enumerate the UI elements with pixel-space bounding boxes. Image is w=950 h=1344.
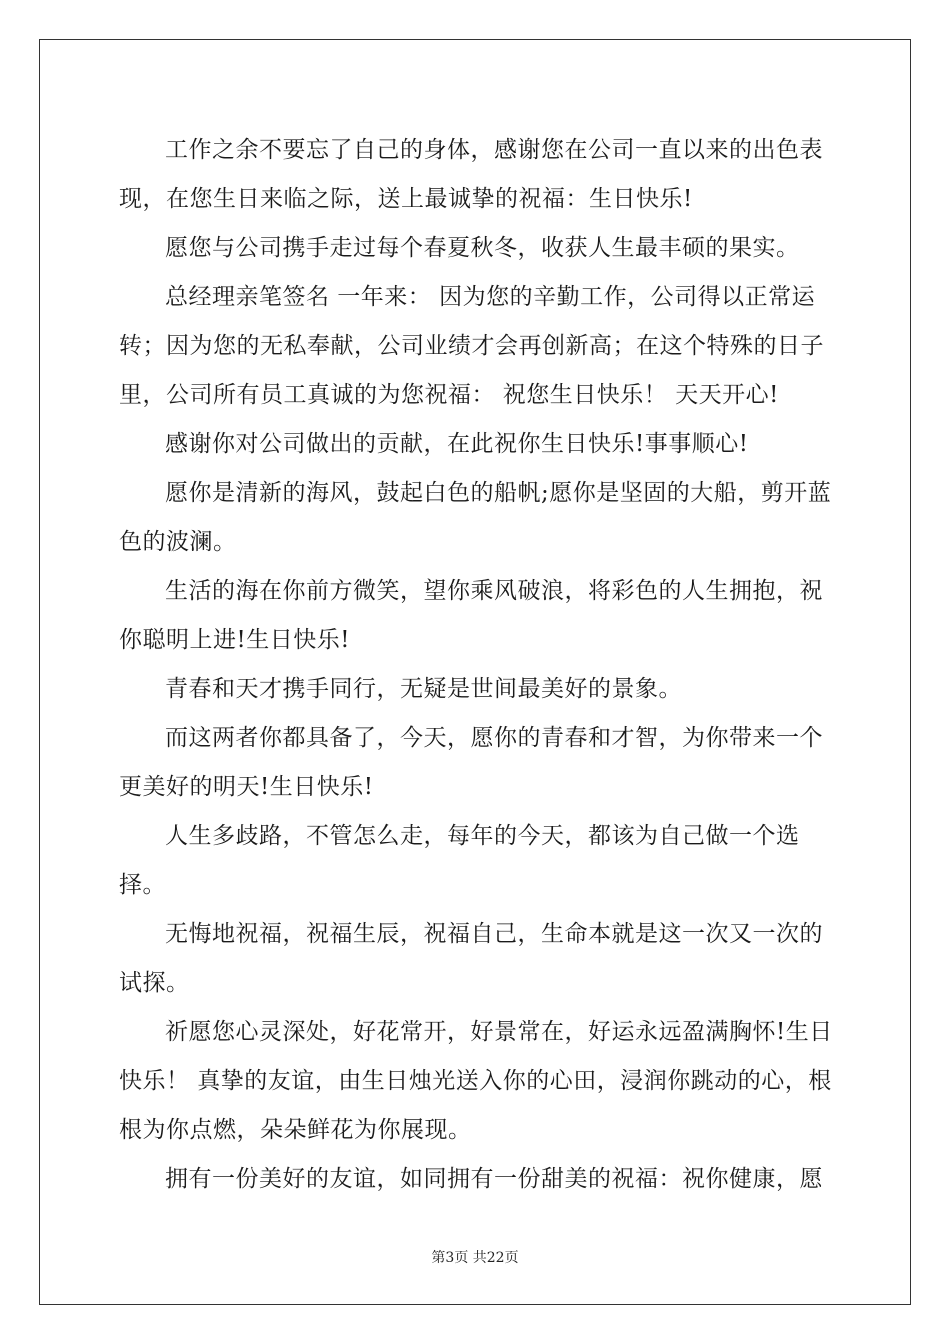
paragraph: 无悔地祝福，祝福生辰，祝福自己，生命本就是这一次又一次的试探。 — [119, 921, 823, 996]
paragraph: 祈愿您心灵深处，好花常开，好景常在，好运永远盈满胸怀!生日快乐！ 真挚的友谊，由生日烛光送入你的心田，浸润你跳动的心，根根为你点燃，朵朵鲜花为你展现。 — [119, 1019, 833, 1143]
page-footer: 第3页 共22页 — [431, 1250, 519, 1266]
paragraph: 拥有一份美好的友谊，如同拥有一份甜美的祝福：祝你健康，愿 — [165, 1166, 823, 1192]
paragraph: 工作之余不要忘了自己的身体，感谢您在公司一直以来的出色表现，在您生日来临之际，送上最诚挚的祝福：生日快乐! — [119, 137, 823, 212]
paragraph: 青春和天才携手同行，无疑是世间最美好的景象。 — [165, 676, 682, 702]
paragraph: 感谢你对公司做出的贡献，在此祝你生日快乐!事事顺心! — [165, 431, 749, 457]
paragraph: 人生多歧路，不管怎么走，每年的今天，都该为自己做一个选择。 — [119, 823, 800, 898]
paragraph: 而这两者你都具备了，今天，愿你的青春和才智，为你带来一个更美好的明天!生日快乐! — [119, 725, 823, 800]
document-body — [119, 126, 839, 1204]
paragraph: 愿您与公司携手走过每个春夏秋冬，收获人生最丰硕的果实。 — [165, 235, 800, 261]
paragraph: 生活的海在你前方微笑，望你乘风破浪，将彩色的人生拥抱，祝你聪明上进!生日快乐! — [119, 578, 823, 653]
paragraph: 愿你是清新的海风，鼓起白色的船帆;愿你是坚固的大船，剪开蓝色的波澜。 — [119, 480, 832, 555]
paragraph: 总经理亲笔签名 一年来： 因为您的辛勤工作，公司得以正常运转；因为您的无私奉献，公司业绩才会再创新高；在这个特殊的日子里，公司所有员工真诚的为您祝福： 祝您生日快乐！ 天天开心! — [119, 284, 824, 408]
